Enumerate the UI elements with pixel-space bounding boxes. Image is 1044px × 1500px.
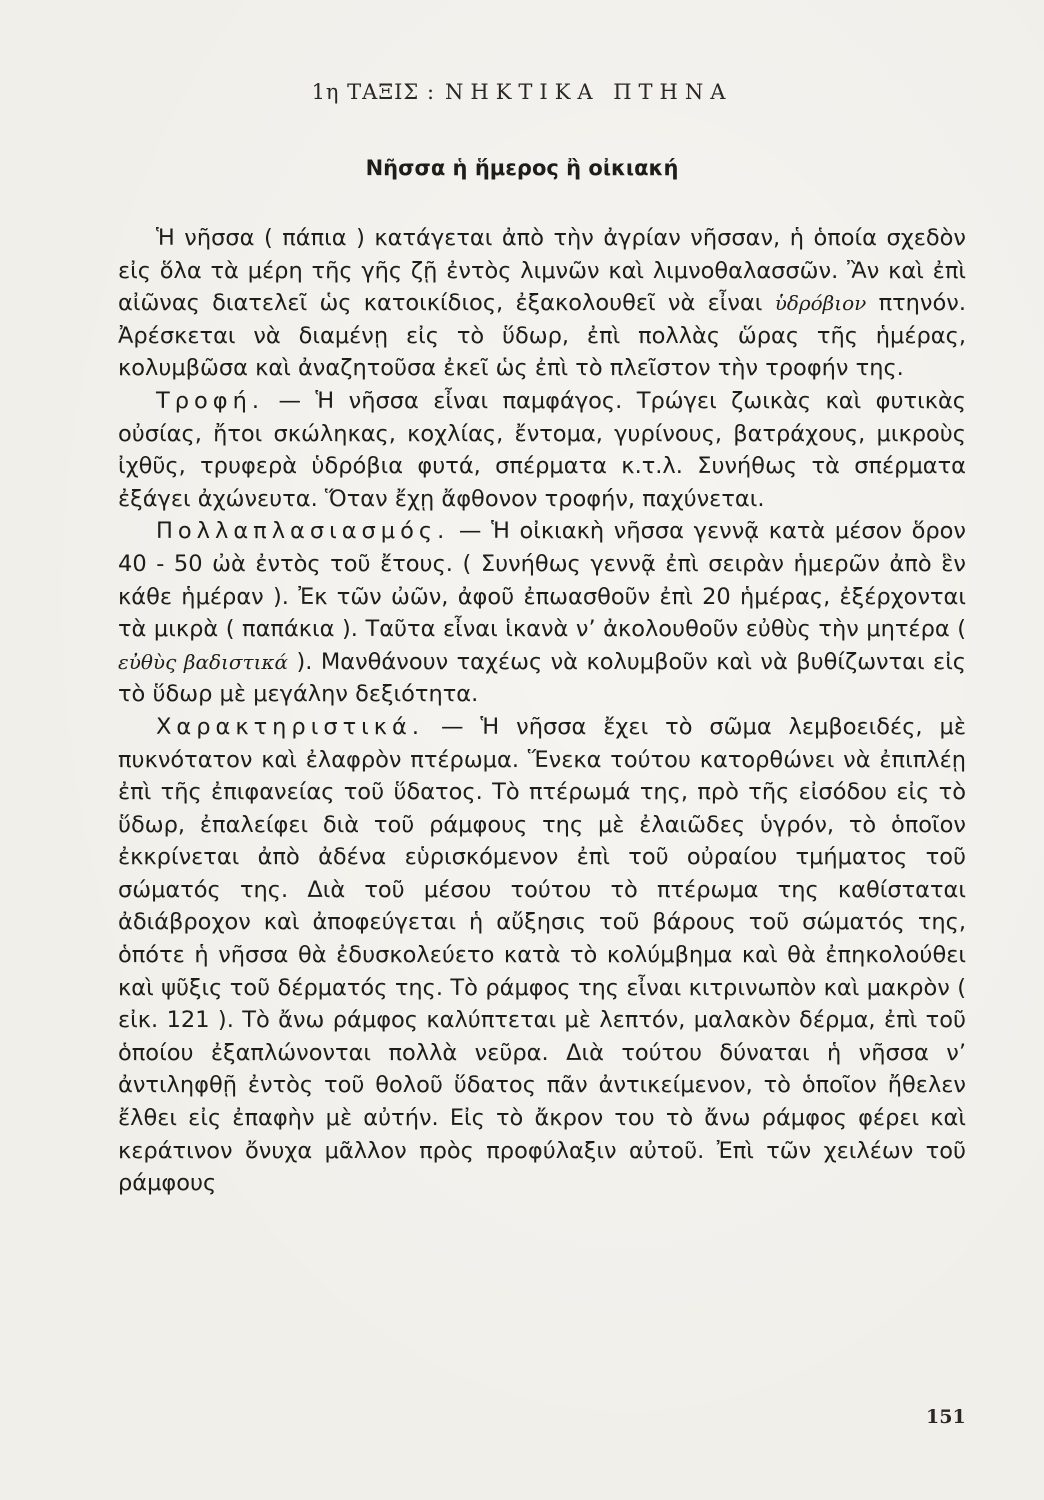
paragraph-text: — Ἡ νῆσσα ἔχει τὸ σῶμα λεμβοειδές, μὲ πυκνότατον καὶ ἐλαφρὸν πτέρωμα. Ἕνεκα τούτου κατορθώνει νὰ ἐπιπλέῃ ἐπὶ τῆς ἐπιφανείας τοῦ ὕδατος. Τὸ πτέρωμά της, πρὸ τῆς εἰσόδου εἰς τὸ ὕδωρ, ἐπαλείφει διὰ τοῦ ράμφους της μὲ ἐλαιῶδες ὑγρόν, τὸ ὁποῖον ἐκκρίνεται ἀπὸ ἀδένα εὑρισκόμενον ἐπὶ τοῦ οὐραίου τμήματος τοῦ σώματός της. Διὰ τοῦ μέσου τούτου τὸ πτέρωμα της καθίσταται ἀδιάβροχον καὶ ἀποφεύγεται ἡ αὔξησις τοῦ βάρους τοῦ σώματός της, ὁπότε ἡ νῆσσα θὰ ἐδυσκολεύετο κατὰ τὸ κολύμβημα καὶ θὰ ἐπηκολούθει καὶ ψῦξις τοῦ δέρματός της. Τὸ ράμφος της εἶναι κιτρινωπὸν καὶ μακρὸν ( εἰκ. 121 ). Τὸ ἄνω ράμφος καλύπτεται μὲ λεπτόν, μαλακὸν δέρμα, ἐπὶ τοῦ ὁποίου ἐξαπλώνονται πολλὰ νεῦρα. Διὰ τούτου δύναται ἡ νῆσσα ν’ ἀντιληφθῇ ἐντὸς τοῦ θολοῦ ὕδατος πᾶν ἀντικείμενον, τὸ ὁποῖον ἤθελεν ἔλθει εἰς ἐπαφὴν μὲ αὐτήν. Εἰς τὸ ἄκρον του τὸ ἄνω ράμφος φέρει καὶ κεράτινον ὄνυχα μᾶλλον πρὸς προφύλαξιν αὐτοῦ. Ἐπὶ τῶν χειλέων τοῦ ράμφους xyxy=(118,713,966,1197)
running-header xyxy=(0,80,1044,104)
section-title: Νῆσσα ἡ ἥμερος ἢ οἰκιακή xyxy=(365,156,679,180)
header-class-label: 1η ΤΑΞΙΣ : xyxy=(311,80,436,104)
body-text xyxy=(118,222,966,1200)
paragraph-characteristics xyxy=(118,711,966,1200)
paragraph-food xyxy=(118,385,966,515)
italic-term: εὐθὺς βαδιστικά xyxy=(118,649,289,674)
paragraph-heading: Χαρακτηριστικά. xyxy=(156,713,424,740)
italic-term: ὑδρόβιον xyxy=(774,291,867,316)
header-class-name: ΝΗΚΤΙΚΑ ΠΤΗΝΑ xyxy=(445,80,733,104)
page-number: 151 xyxy=(926,1406,966,1428)
paragraph-reproduction xyxy=(118,515,966,711)
paragraph-text: Ἡ νῆσσα ( πάπια ) κατάγεται ἀπὸ τὴν ἀγρίαν νῆσσαν, ἡ ὁποία σχεδὸν εἰς ὅλα τὰ μέρη τῆς γῆς ζῇ ἐντὸς λιμνῶν καὶ λιμνοθαλασσῶν. Ἂν καὶ ἐπὶ αἰῶνας διατελεῖ ὡς κατοικίδιος, ἐξακολουθεῖ νὰ εἶναι xyxy=(118,225,966,317)
paragraph-text: — Ἡ νῆσσα εἶναι παμφάγος. Τρώγει ζωικὰς καὶ φυτικὰς οὐσίας, ἤτοι σκώληκας, κοχλίας, ἔντομα, γυρίνους, βατράχους, μικροὺς ἰχθῦς, τρυφερὰ ὑδρόβια φυτά, σπέρματα κ.τ.λ. Συνήθως τὰ σπέρματα ἐξάγει ἀχώνευτα. Ὅταν ἔχῃ ἄφθονον τροφήν, παχύνεται. xyxy=(118,387,966,512)
paragraph-text: — Ἡ οἰκιακὴ νῆσσα γεννᾷ κατὰ μέσον ὅρον 40 - 50 ὠὰ ἐντὸς τοῦ ἔτους. ( Συνήθως γεννᾷ ἐπὶ σειρὰν ἡμερῶν ἀπὸ ἓν κάθε ἡμέραν ). Ἐκ τῶν ὠῶν, ἀφοῦ ἐπωασθοῦν ἐπὶ 20 ἡμέρας, ἐξέρχονται τὰ μικρὰ ( παπάκια ). Ταῦτα εἶναι ἱκανὰ ν’ ἀκολουθοῦν εὐθὺς τὴν μητέρα ( xyxy=(118,518,966,643)
paragraph-text: ). Μανθάνουν ταχέως νὰ κολυμβοῦν καὶ νὰ βυθίζωνται εἰς τὸ ὕδωρ μὲ μεγάλην δεξιότητα. xyxy=(118,648,967,708)
paragraph-intro xyxy=(118,222,966,385)
paragraph-text: πτηνόν. Ἀρέσκεται νὰ διαμένῃ εἰς τὸ ὕδωρ, ἐπὶ πολλὰς ὥρας τῆς ἡμέρας, κολυμβῶσα καὶ ἀναζητοῦσα ἐκεῖ ὡς ἐπὶ τὸ πλεῖστον τὴν τροφήν της. xyxy=(118,290,966,382)
paragraph-heading: Πολλαπλασιασμός. xyxy=(156,518,450,545)
paragraph-heading: Τροφή. xyxy=(156,387,265,414)
